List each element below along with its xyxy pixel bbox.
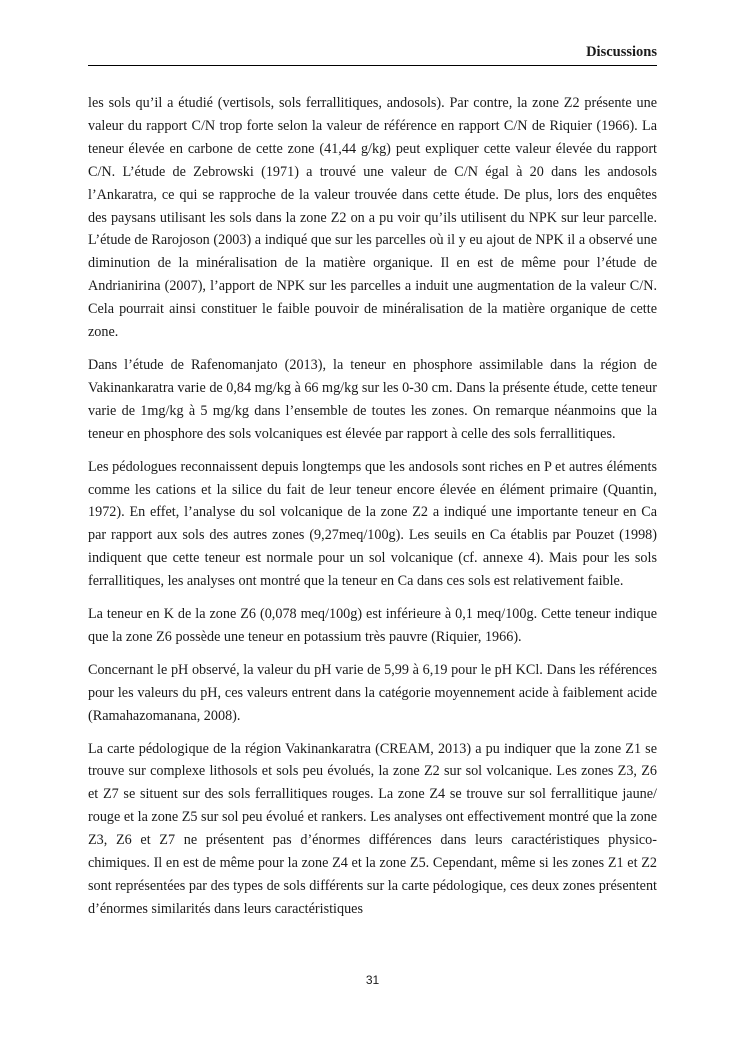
paragraph-potassium: La teneur en K de la zone Z6 (0,078 meq/100g) est inférieure à 0,1 meq/100g. Cette teneur indique que la zone Z6 possède une teneur en potassium très pauvre (Riquier, 1966). <box>88 606 657 645</box>
paragraph-ph: Concernant le pH observé, la valeur du pH varie de 5,99 à 6,19 pour le pH KCl. Dans les références pour les valeurs du pH, ces valeurs entrent dans la catégorie moyennement acide à faiblement acide (Ramahazomanana, 2008). <box>88 661 657 724</box>
paragraph-calcium: Les pédologues reconnaissent depuis longtemps que les andosols sont riches en P et autres éléments comme les cations et la silice du fait de leur teneur encore élevée en élément primaire (Quantin, 1972). En effet, l’analyse du sol volcanique de la zone Z2 a indiqué une importante teneur en Ca par rapport aux sols des autres zones (9,27meq/100g). Les seuils en Ca établis par Pouzet (1998) indiquent que cette teneur est normale pour un sol volcanique (cf. annexe 4). Mais pour les sols ferrallitiques, les analyses ont montré que la teneur en Ca dans ces sols est relativement faible. <box>88 458 657 590</box>
paragraph-cn-ratio: les sols qu’il a étudié (vertisols, sols ferrallitiques, andosols). Par contre, la zone Z2 présente une valeur du rapport C/N trop forte selon la valeur de référence en rapport C/N de Riquier (1966). La teneur élevée en carbone de cette zone (41,44 g/kg) peut expliquer cette valeur élevée du rapport C/N. L’étude de Zebrowski (1971) a trouvé une valeur de C/N égal à 20 dans les andosols l’Ankaratra, ce qui se rapproche de la valeur trouvée dans cette étude. De plus, lors des enquêtes des paysans utilisant les sols dans la zone Z2 on a pu voir qu’ils utilisent du NPK sur leur parcelle. L’étude de Rarojoson (2003) a indiqué que sur les parcelles où il y eu ajout de NPK il a observé une diminution de la minéralisation de la matière organique. Il en est de même pour l’étude de Andrianirina (2007), l’apport de NPK sur les parcelles a induit une augmentation de la valeur C/N. Cela pourrait ainsi constituer le faible pouvoir de minéralisation de la matière organique de cette zone. <box>88 95 657 341</box>
section-header: Discussions <box>88 44 657 66</box>
body-text <box>88 92 657 931</box>
paragraph-phosphorus: Dans l’étude de Rafenomanjato (2013), la teneur en phosphore assimilable dans la région de Vakinankaratra varie de 0,84 mg/kg à 66 mg/kg sur les 0-30 cm. Dans la présente étude, cette teneur varie de 1mg/kg à 5 mg/kg dans l’ensemble de toutes les zones. On remarque néanmoins que la teneur en phosphore des sols volcaniques est élevée par rapport à celle des sols ferrallitiques. <box>88 356 657 442</box>
paragraph-soil-map: La carte pédologique de la région Vakinankaratra (CREAM, 2013) a pu indiquer que la zone Z1 se trouve sur complexe lithosols et sols peu évolués, la zone Z2 sur sol volcanique. Les zones Z3, Z6 et Z7 se situent sur des sols ferrallitiques rouges. La zone Z4 se trouve sur sol ferrallitique jaune/ rouge et la zone Z5 sur sol peu évolué et rankers. Les analyses ont effectivement montré que la zone Z3, Z6 et Z7 ne présentent pas d’énormes différences dans leurs caractéristiques physico-chimiques. Il en est de même pour la zone Z4 et la zone Z5. Cependant, même si les zones Z1 et Z2 sont représentées par des types de sols différents sur la carte pédologique, ces deux zones présentent d’énormes similarités dans leurs caractéristiques <box>88 740 657 917</box>
page-number: 31 <box>365 973 380 987</box>
